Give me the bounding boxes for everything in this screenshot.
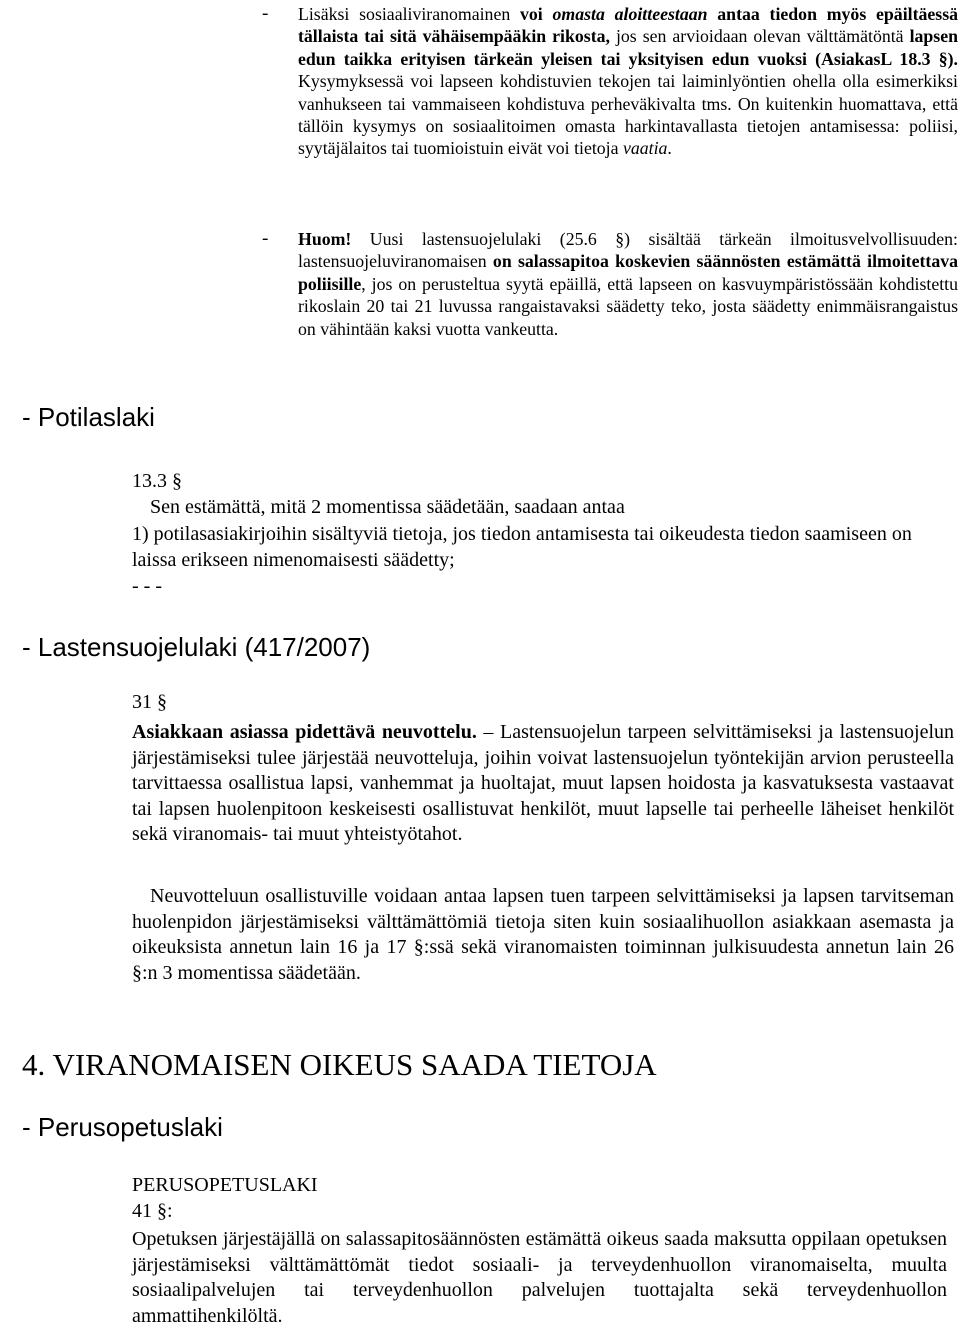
- heading-potilaslaki: - Potilaslaki: [22, 402, 155, 432]
- text-run-bold-italic: omasta aloitteestaan: [552, 4, 708, 24]
- bullet-dash: -: [262, 228, 269, 249]
- chapter-heading: 4. VIRANOMAISEN OIKEUS SAADA TIETOJA: [22, 1047, 657, 1082]
- text-run: Lisäksi sosiaaliviranomainen: [298, 4, 521, 24]
- paragraph-sosiaaliviranomainen: [298, 3, 958, 160]
- ellipsis: - - -: [132, 575, 162, 597]
- text-run: – Lastensuojelun tarpeen selvittämiseksi ja lastensuojelun järjestämiseksi tulee järjestää neuvotteluja, joihin voivat lastensuojelun työntekijän arvion perusteella tarvittaessa osallistua lapsi, vanhemmat ja huoltajat, muut lapsen hoidosta ja kasvatuksesta vastaavat tai lapsen huolenpitoon keskeisesti osallistuvat henkilöt, muut lapselle tai perheelle läheiset henkilöt sekä viranomais- tai muut yhteistyötahot.: [132, 721, 955, 845]
- paragraph-opetuksen: Opetuksen järjestäjällä on salassapitosäännösten estämättä oikeus saada maksutta oppilaan opetuksen järjestämiseksi välttämättömät tiedot sosiaali- ja terveydenhuollon viranomaiselta, muulta sosiaalipalvelujen tai terveydenhuollon palvelujen tuottajalta sekä terveydenhuollon ammattihenkilöltä.: [132, 1228, 947, 1327]
- text-run: jos sen arvioidaan olevan välttämätöntä: [609, 26, 910, 47]
- section-13-3: 13.3 §: [132, 470, 182, 492]
- text-run: On kuitenkin huomattava, että tällöin kysymys on sosiaalitoimen omasta harkintavallasta tietojen antamisessa: poliisi, syytäjälaitos tai tuomioistuin eivät voi tietoja: [298, 93, 958, 159]
- text-run: .: [667, 138, 672, 159]
- perusopetuslaki-caps: PERUSOPETUSLAKI: [132, 1174, 318, 1196]
- text-run-bold: (AsiakasL 18.3 §).: [807, 48, 958, 69]
- text-run: , jos on perusteltua syytä epäillä, että lapseen on kasvuympäristössään kohdistettu rikoslain 20 tai 21 luvussa rangaistavaksi säädetty teko, josta säädetty enimmäisrangaistus on vähintään kaksi vuotta vankeutta.: [298, 273, 958, 339]
- bullet-dash: -: [262, 3, 269, 24]
- potilaslaki-line1: Sen estämättä, mitä 2 momentissa säädetään, saadaan antaa: [150, 496, 625, 518]
- text-run: Uusi lastensuojelulaki (25.6 §) sisältää tärkeän ilmoitusvelvollisuuden: lastensuojeluviranomaisen: [298, 229, 958, 272]
- text-run-bold: antaa tiedon myös epäiltäessä tällaista tai sitä vähäisempääkin rikosta,: [298, 4, 959, 47]
- text-run-bold: voi: [520, 4, 553, 24]
- section-41: 41 §:: [132, 1200, 173, 1222]
- text-run-bold: on salassapitoa koskevien säännösten estämättä ilmoitettava poliisille: [298, 251, 959, 294]
- text-run-bold: Asiakkaan asiassa pidettävä neuvottelu.: [132, 721, 477, 743]
- paragraph-huom: [298, 228, 958, 340]
- heading-lastensuojelulaki: - Lastensuojelulaki (417/2007): [22, 632, 371, 662]
- heading-perusopetuslaki: - Perusopetuslaki: [22, 1112, 223, 1142]
- text-run-italic: vaatia: [622, 138, 668, 159]
- potilaslaki-line2: 1) potilasasiakirjoihin sisältyviä tietoja, jos tiedon antamisesta tai oikeudesta tiedon saamiseen on laissa erikseen nimenomaisesti säädetty;: [132, 523, 912, 571]
- paragraph-neuvotteluun: Neuvotteluun osallistuville voidaan antaa lapsen tuen tarpeen selvittämiseksi ja lapsen tarvitseman huolenpidon järjestämiseksi välttämättömiä tietoja siten kuin sosiaalihuollon asiakkaan asemasta ja oikeuksista annetun lain 16 ja 17 §:ssä sekä viranomaisten toiminnan julkisuudesta annetun lain 26 §:n 3 momentissa säädetään.: [132, 885, 954, 984]
- text-run: Kysymyksessä voi lapseen kohdistuvien tekojen tai laiminlyöntien ohella olla esimerkiksi vanhukseen tai vammaiseen kohdistuva perheväkivalta tms.: [298, 71, 958, 114]
- section-31: 31 §: [132, 691, 167, 713]
- paragraph-neuvottelu: [132, 720, 954, 848]
- text-run-bold: lapsen edun taikka erityisen tärkeän yleisen tai yksityisen edun vuoksi: [298, 26, 958, 69]
- text-run-bold: Huom!: [298, 229, 352, 249]
